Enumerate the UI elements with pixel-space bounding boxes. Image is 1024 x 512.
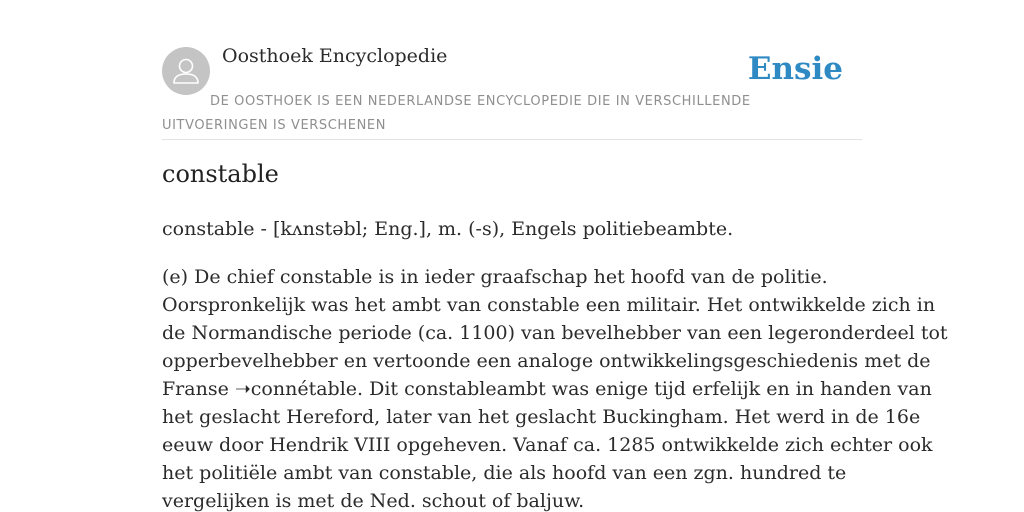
article-body	[162, 263, 948, 512]
body-text-fragment: . Dit constableambt was enige tijd erfelijk en in handen van	[357, 378, 932, 400]
source-avatar[interactable]	[162, 47, 210, 95]
header-divider	[162, 139, 862, 140]
body-line: Oorspronkelijk was het ambt van constable een militair. Het ontwikkelde zich in	[162, 294, 936, 316]
cross-reference-link[interactable]: ➝connétable	[234, 378, 358, 400]
body-line: het geslacht Hereford, later van het geslacht Buckingham. Het werd in de 16e	[162, 406, 921, 428]
user-icon	[162, 47, 210, 95]
body-line: (e) De chief constable is in ieder graafschap het hoofd van de politie.	[162, 266, 828, 288]
body-line: opperbevelhebber en vertoonde een analoge ontwikkelingsgeschiedenis met de	[162, 350, 931, 372]
body-text-fragment: Franse	[162, 378, 235, 400]
source-description: DE OOSTHOEK IS EEN NEDERLANDSE ENCYCLOPEDIE DIE IN VERSCHILLENDE UITVOERINGEN IS VERSCHENEN	[162, 94, 751, 133]
body-line: het politiële ambt van constable, die als hoofd van een zgn. hundred te	[162, 462, 847, 484]
ensie-logo[interactable]: Ensie	[747, 51, 843, 87]
body-line: vergelijken is met de Ned. schout of baljuw.	[162, 490, 585, 512]
source-name-link[interactable]: Oosthoek Encyclopedie	[222, 45, 448, 67]
article-lead: constable - [kʌnstəbl; Eng.], m. (-s), Engels politiebeambte.	[162, 218, 734, 240]
body-line	[162, 375, 932, 403]
article-title: constable	[162, 160, 279, 188]
body-line: eeuw door Hendrik VIII opgeheven. Vanaf ca. 1285 ontwikkelde zich echter ook	[162, 434, 933, 456]
body-line: de Normandische periode (ca. 1100) van bevelhebber van een legeronderdeel tot	[162, 322, 948, 344]
